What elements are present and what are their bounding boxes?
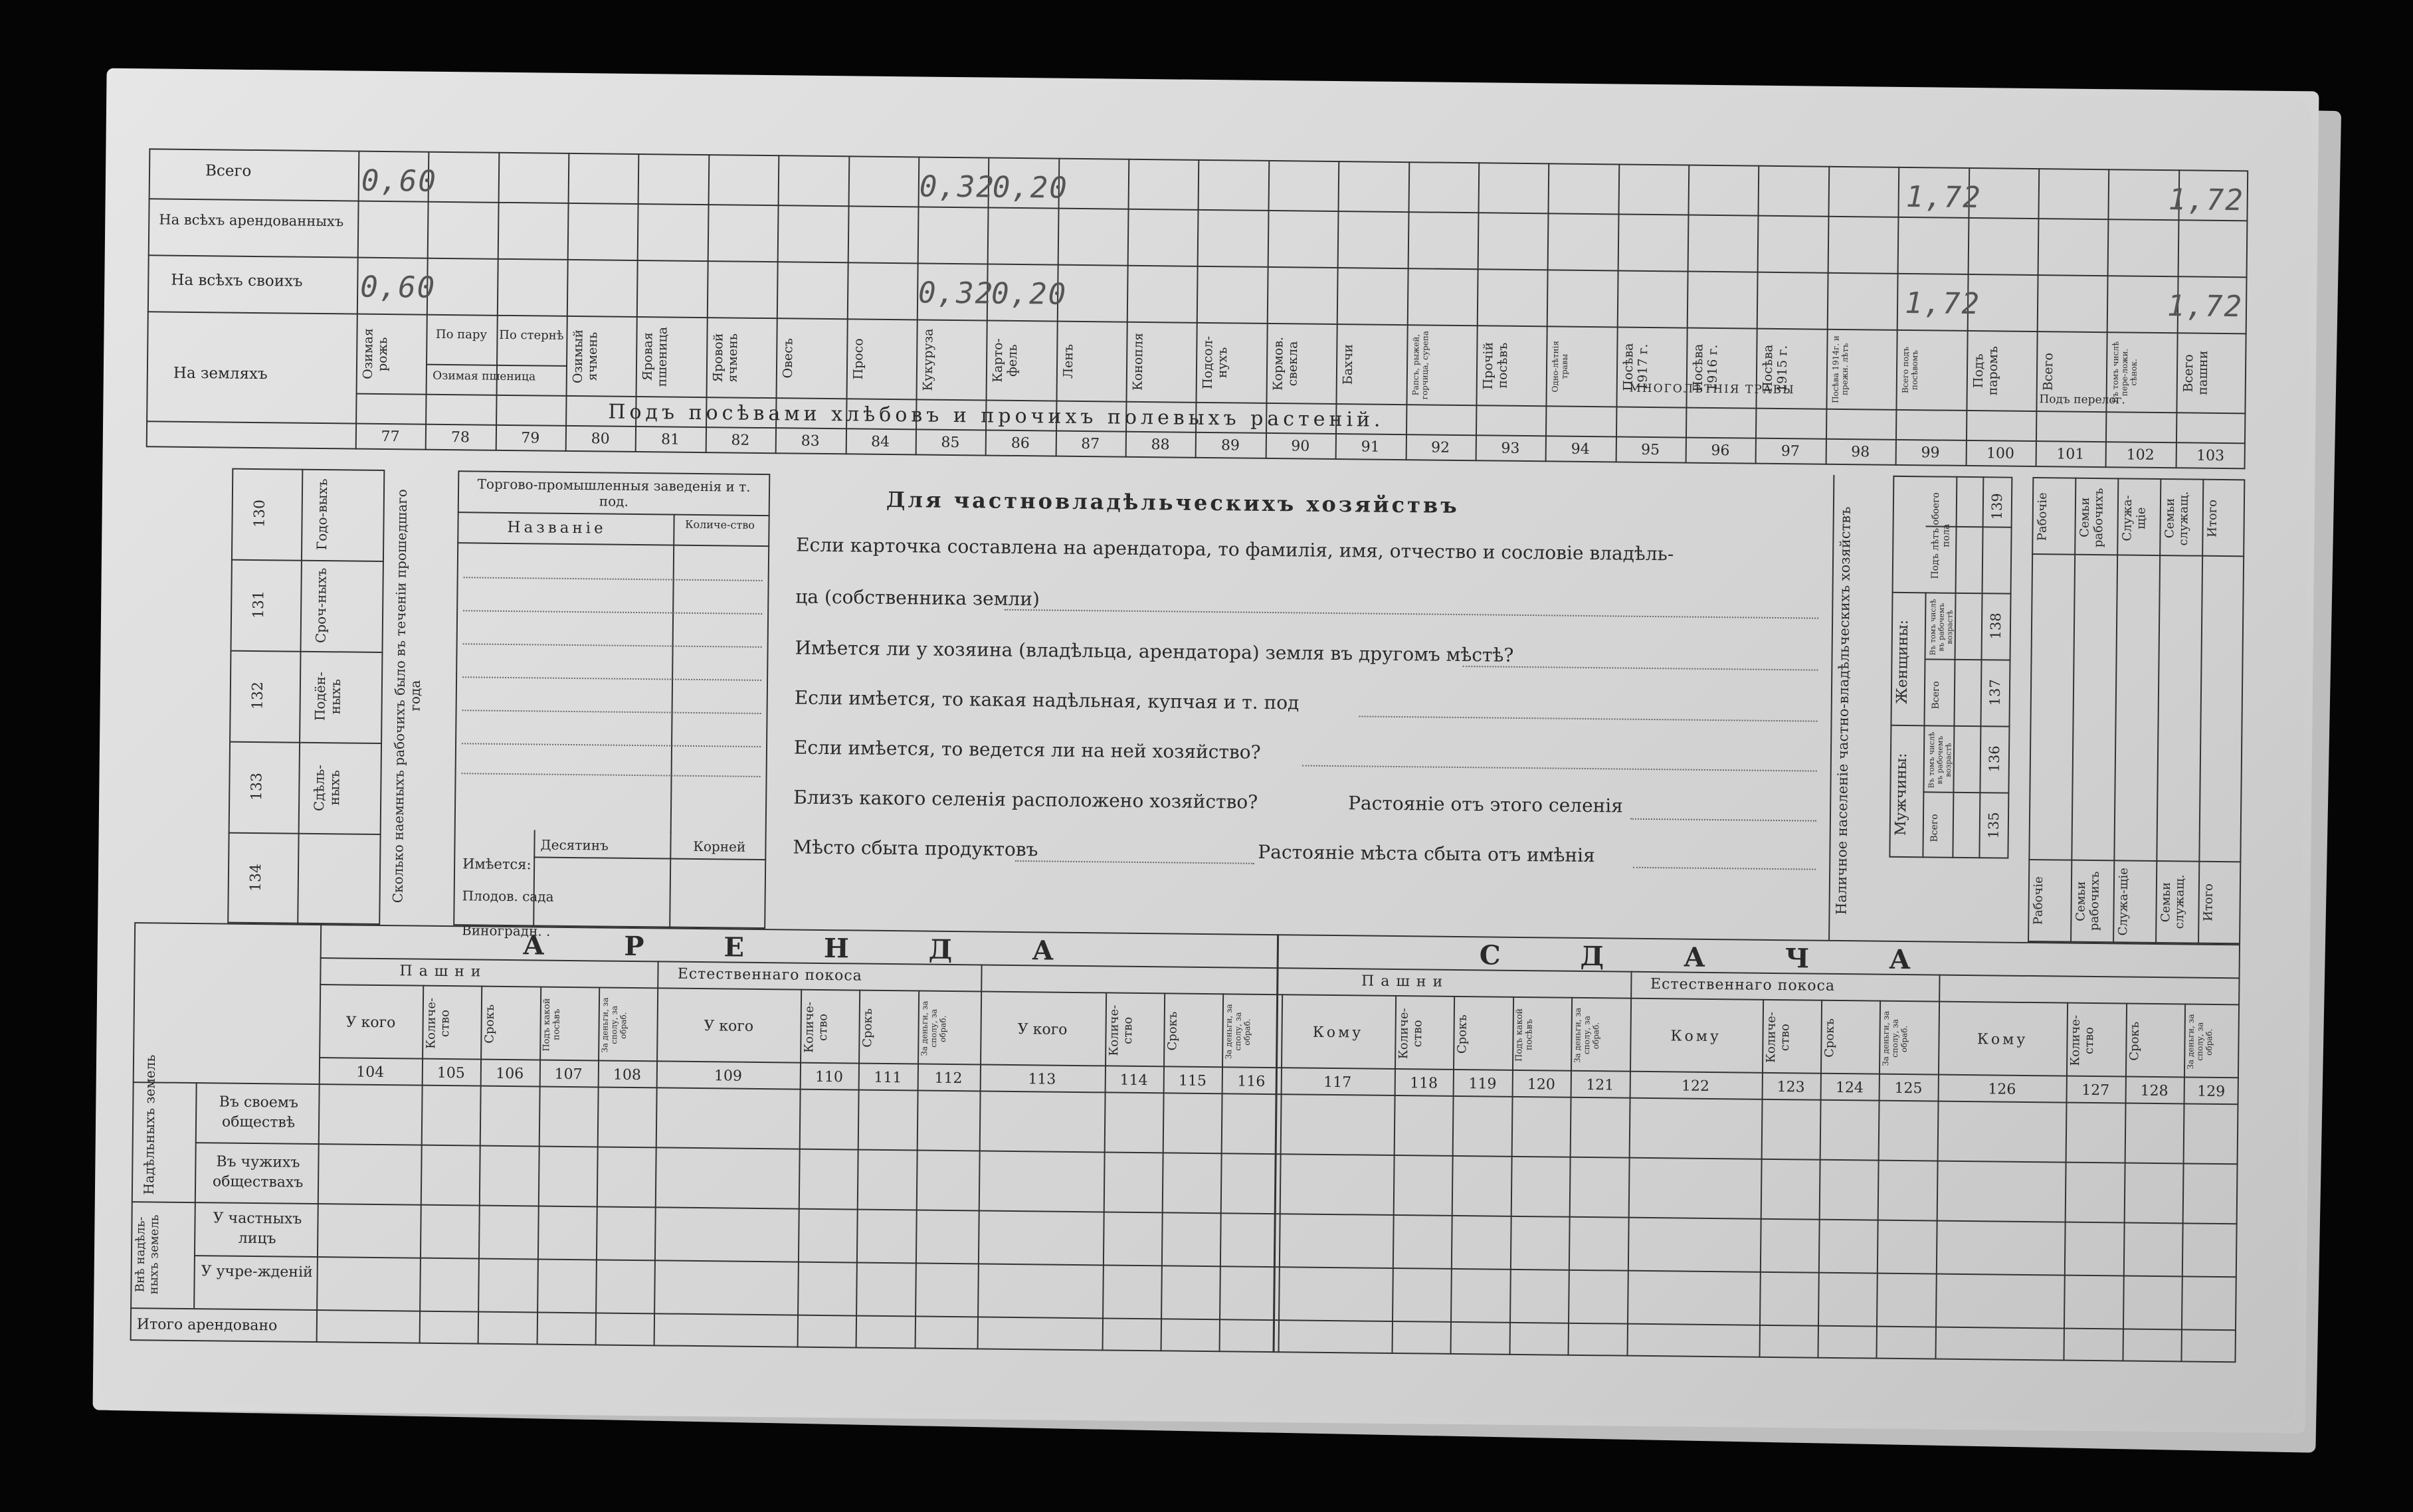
value-total-rye: 0,60 xyxy=(361,163,438,199)
crop-col-header: Одно-лѣтнiя травы xyxy=(1550,340,1570,393)
worker-row-number: 133 xyxy=(248,773,266,801)
crop-col-header: Всего xyxy=(2040,352,2056,391)
lease-col-header: У кого xyxy=(704,1018,754,1035)
crop-col-header: Рапсъ, рыжей, горчица, сурепа xyxy=(1410,330,1430,400)
lease-col-number: 117 xyxy=(1323,1074,1352,1091)
lease-col-number: 110 xyxy=(815,1068,844,1086)
crop-col-header: Посѣва 1914г. и прежн. лѣтъ xyxy=(1830,335,1850,403)
crop-col-number: 100 xyxy=(1986,445,2015,462)
crop-col-number: 93 xyxy=(1501,440,1520,457)
crop-col-number: 82 xyxy=(731,432,750,449)
lease-col-header: Срокъ xyxy=(1822,1018,1837,1058)
worker-row-number: 131 xyxy=(250,591,268,619)
lease-col-number: 111 xyxy=(874,1069,902,1087)
crop-col-header: Всего пашни xyxy=(2180,351,2210,396)
pereloh-subheader: Подъ перелог. xyxy=(2039,393,2126,407)
crop-col-number: 91 xyxy=(1361,438,1380,456)
crop-col-header: Яровая пшеница xyxy=(640,327,670,387)
crop-col-header: По пару xyxy=(435,327,488,342)
crop-col-header: Прочiй посѣвъ xyxy=(1480,341,1511,390)
crop-col-header: Подсол-нухъ xyxy=(1201,335,1230,390)
crop-col-header: Озимая рожь xyxy=(360,328,391,380)
value-total-corn: 0,32 xyxy=(919,169,996,205)
row-label-lands: На земляхъ xyxy=(173,364,268,383)
lease-col-header: Количе-ство xyxy=(1106,1004,1135,1056)
private-line-5: Если имѣется, то ведется ли на ней хозяйство? xyxy=(793,736,1261,763)
ozim-subheader: Озимая пшеница xyxy=(433,369,536,384)
trade-row-orchard: Плодов. сада xyxy=(462,888,554,905)
lease-group-vnenadel: Внѣ надѣль-ныхъ земель xyxy=(133,1214,162,1295)
lease-col-number: 115 xyxy=(1178,1072,1207,1090)
lease-col-header: Кому xyxy=(1670,1028,1721,1046)
crop-col-number: 90 xyxy=(1291,438,1310,455)
population-women: Женщины: xyxy=(1893,619,1912,704)
mnog-subheader: МНОГОЛѢТНIЯ ТРАВЫ xyxy=(1629,381,1795,397)
lease-col-number: 118 xyxy=(1409,1075,1438,1092)
lease-group-header: Пашни xyxy=(1361,973,1450,991)
crop-col-number: 87 xyxy=(1081,436,1100,453)
band-caption: Подъ посѣвами хлѣбовъ и прочихъ полевыхъ растенiй. xyxy=(608,400,1385,432)
crop-col-header: Посѣва 1917 г. xyxy=(1620,343,1650,391)
population-num-139: 139 xyxy=(1988,493,2006,520)
staff-col-footer: Семьи рабочихъ xyxy=(2074,871,2102,931)
population-num-138: 138 xyxy=(1987,613,2004,640)
crop-col-number: 101 xyxy=(2056,446,2085,463)
value-own-corn: 0,32 xyxy=(917,276,995,311)
staff-col-header: Итого xyxy=(2205,500,2220,538)
lease-col-header: Подъ какой посѣвъ xyxy=(541,998,562,1052)
staff-col-footer: Семьи служащ. xyxy=(2159,874,2187,929)
crop-col-header: Овесъ xyxy=(781,338,796,379)
crop-col-header: Бахчи xyxy=(1340,343,1356,385)
lease-col-number: 106 xyxy=(496,1065,524,1083)
crop-col-header: Посѣва 1916 г. xyxy=(1690,343,1721,392)
crop-col-number: 102 xyxy=(2126,446,2155,464)
crop-col-number: 103 xyxy=(2196,447,2225,465)
crop-col-header: Подъ паромъ xyxy=(1971,346,2000,396)
crop-col-header: Ленъ xyxy=(1060,343,1076,379)
crop-col-header: Посѣва 1915 г. xyxy=(1761,344,1790,393)
lease-col-header: За деньги, за сполу, за обраб. xyxy=(1881,1010,1909,1066)
lease-col-header: У кого xyxy=(1017,1021,1068,1038)
crop-col-number: 96 xyxy=(1711,442,1730,460)
population-under: Подъ лѣтъ обоего пола xyxy=(1929,492,1952,579)
lease-col-number: 125 xyxy=(1894,1080,1923,1097)
trade-has-label: Имѣется: xyxy=(462,856,531,873)
trade-qty-col: Количе-ство xyxy=(685,518,755,531)
value-total-arable: 1,72 xyxy=(2168,183,2244,218)
lease-col-number: 105 xyxy=(436,1064,465,1082)
value-own-potato: 0,20 xyxy=(991,276,1068,312)
lease-col-number: 126 xyxy=(1988,1081,2016,1098)
worker-row-label: Сроч-ныхъ xyxy=(312,567,330,644)
lease-col-header: Срокъ xyxy=(1165,1011,1180,1051)
trade-name-col: Названiе xyxy=(507,518,607,537)
lease-arenda-title: АРЕНДА xyxy=(522,929,1134,967)
trade-roots-col: Корней xyxy=(693,838,746,855)
worker-row-label: Подён-ныхъ xyxy=(312,672,344,721)
trade-row-vineyard: Виноградн. . xyxy=(461,922,551,939)
lease-col-header: За деньги, за сполу, за обраб. xyxy=(1224,1004,1252,1060)
lease-row-private: У частныхъ лицъ xyxy=(213,1210,302,1248)
lease-col-number: 122 xyxy=(1681,1078,1710,1095)
private-line-4: Если имѣется, то какая надѣльная, купчая и т. под xyxy=(794,686,1300,714)
lease-col-header: За деньги, за сполу, за обраб. xyxy=(919,1000,948,1056)
lease-col-header: Количе-ство xyxy=(2068,1014,2097,1066)
lease-col-number: 120 xyxy=(1527,1076,1555,1093)
lease-col-header: У кого xyxy=(345,1014,396,1032)
crop-col-number: 95 xyxy=(1640,441,1660,459)
lease-col-header: Подъ какой посѣвъ xyxy=(1514,1008,1535,1062)
lease-group-header: Естественнаго покоса xyxy=(677,965,862,985)
trade-dec-col: Десятинъ xyxy=(540,836,609,854)
crop-col-number: 85 xyxy=(941,434,960,452)
lease-col-header: За деньги, за сполу, за обраб. xyxy=(600,997,628,1053)
lease-col-header: Срокъ xyxy=(2127,1021,2142,1061)
lease-col-number: 127 xyxy=(2081,1082,2110,1099)
value-own-arable: 1,72 xyxy=(2167,289,2244,324)
crop-col-header: Карто-фель xyxy=(991,338,1020,383)
lease-col-header: Срокъ xyxy=(860,1008,876,1048)
crop-col-number: 89 xyxy=(1220,437,1240,454)
lease-col-header: За деньги, за сполу, за обраб. xyxy=(2186,1014,2214,1070)
value-total-potato: 0,20 xyxy=(992,170,1069,205)
crop-col-number: 99 xyxy=(1921,444,1940,462)
lease-col-header: Количе-ство xyxy=(802,1001,830,1053)
private-line-6: Близъ какого селенiя расположено хозяйство? xyxy=(793,786,1258,813)
crop-col-number: 92 xyxy=(1430,439,1450,456)
lease-row-institutions: У учре-жденiй xyxy=(201,1263,313,1281)
crop-col-number: 77 xyxy=(381,428,400,446)
staff-col-footer: Рабочiе xyxy=(2031,876,2046,925)
crop-col-header: Яровой ячмень xyxy=(710,333,741,383)
lease-col-header: Кому xyxy=(1977,1031,2028,1048)
crop-col-number: 98 xyxy=(1851,444,1870,461)
lease-group-header: Пашни xyxy=(399,963,488,981)
lease-sdacha-title: СДАЧА xyxy=(1479,939,1991,977)
worker-row-label: Сдѣль-ныхъ xyxy=(310,764,343,811)
lease-col-number: 104 xyxy=(356,1064,385,1082)
population-num-137: 137 xyxy=(1986,679,2004,706)
lease-row-total: Итого арендовано xyxy=(136,1316,278,1335)
lease-row-other-society: Въ чужихъ обществахъ xyxy=(212,1153,304,1191)
private-line-3: Имѣется ли у хозяина (владѣльца, арендатора) земля въ другомъ мѣстѣ? xyxy=(795,636,1514,666)
lease-col-header: Количе-ство xyxy=(1397,1008,1425,1060)
population-num-136: 136 xyxy=(1986,745,2003,773)
crop-col-header: Кукуруза xyxy=(920,328,936,391)
lease-row-own-society: Въ своемъ обществѣ xyxy=(219,1093,299,1131)
row-label-total: Всего xyxy=(205,162,252,180)
census-card xyxy=(93,68,2319,1434)
private-title: Для частновладѣльческихъ хозяйствъ xyxy=(886,486,1460,518)
worker-row-label: Годо-выхъ xyxy=(314,478,331,551)
population-men: Мужчины: xyxy=(1892,753,1911,836)
private-line-2: ца (собственника земли) xyxy=(795,585,1040,611)
crop-col-number: 86 xyxy=(1011,434,1030,452)
lease-group-nadel: Надѣльныхъ земель xyxy=(140,1054,159,1195)
crop-col-header: Просо xyxy=(850,338,866,380)
population-num-135: 135 xyxy=(1985,812,2002,839)
staff-col-header: Семьи рабочихъ xyxy=(2077,488,2106,547)
staff-col-header: Служа-щiе xyxy=(2120,494,2149,541)
value-total-sown: 1,72 xyxy=(1905,179,1982,215)
worker-row-number: 134 xyxy=(247,864,265,892)
crop-col-header: Озимый ячмень xyxy=(570,329,601,383)
private-line-1: Если карточка составлена на арендатора, то фамилiя, имя, отчество и сословiе владѣль- xyxy=(796,533,1674,565)
crop-col-number: 79 xyxy=(521,430,540,447)
staff-col-footer: Служа-щiе xyxy=(2116,867,2131,936)
lease-col-number: 107 xyxy=(554,1066,583,1084)
lease-col-header: Срокъ xyxy=(482,1004,498,1044)
crop-col-header: Конопля xyxy=(1130,333,1146,391)
lease-group-header: Естественнаго покоса xyxy=(1650,976,1836,994)
lease-col-header: Срокъ xyxy=(1455,1014,1470,1054)
lease-col-number: 112 xyxy=(934,1070,963,1087)
worker-row-number: 132 xyxy=(249,682,267,710)
row-label-leased: На всѣхъ арендованныхъ xyxy=(159,211,344,230)
lease-col-header: Количе-ство xyxy=(423,997,452,1049)
crop-col-number: 84 xyxy=(870,433,890,450)
lease-col-number: 128 xyxy=(2140,1082,2169,1100)
lease-col-number: 124 xyxy=(1835,1079,1864,1097)
lease-col-number: 116 xyxy=(1237,1073,1266,1090)
crop-col-header: Кормов. свекла xyxy=(1270,336,1301,391)
population-men-work: Въ томъ числѣ въ рабочемъ возрастѣ xyxy=(1927,731,1953,789)
lease-table xyxy=(130,922,2240,1363)
lease-col-number: 114 xyxy=(1119,1072,1148,1089)
crop-col-header: По стернѣ xyxy=(499,328,564,343)
staff-col-header: Семьи служащ. xyxy=(2163,491,2191,546)
crop-col-number: 80 xyxy=(591,430,610,448)
row-label-own: На всѣхъ своихъ xyxy=(171,271,303,290)
lease-col-header: Количе-ство xyxy=(1763,1011,1792,1063)
trade-title: Торгово-промышленныя заведенiя и т. под. xyxy=(477,476,751,510)
private-line-8: Мѣсто сбыта продуктовъ xyxy=(793,836,1038,861)
staff-col-footer: Итого xyxy=(2201,883,2216,921)
private-line-7: Растоянiе отъ этого селенiя xyxy=(1348,792,1624,817)
crop-col-number: 94 xyxy=(1571,440,1590,458)
lease-col-number: 109 xyxy=(714,1068,743,1085)
lease-col-number: 113 xyxy=(1028,1071,1056,1088)
workers-caption: Сколько наемныхъ рабочихъ было въ теченiи прошедшаго года xyxy=(389,488,424,903)
staff-col-header: Рабочiе xyxy=(2035,492,2050,541)
lease-col-number: 108 xyxy=(613,1066,642,1084)
crop-col-number: 81 xyxy=(660,431,680,448)
crop-col-number: 78 xyxy=(450,429,470,446)
lease-col-number: 121 xyxy=(1586,1077,1614,1094)
population-caption: Наличное населенiе частно-владѣльческихъ хозяйствъ xyxy=(1833,506,1854,915)
crop-col-number: 88 xyxy=(1151,436,1170,454)
crop-col-header: Всего подъ посѣвомъ xyxy=(1900,346,1920,394)
lease-col-number: 119 xyxy=(1468,1076,1497,1093)
lease-col-number: 123 xyxy=(1777,1079,1805,1096)
population-women-total: Всего xyxy=(1930,681,1942,709)
value-own-rye: 0,60 xyxy=(359,270,436,305)
crop-col-number: 97 xyxy=(1781,443,1800,460)
worker-row-number: 130 xyxy=(251,500,268,528)
value-own-sown: 1,72 xyxy=(1904,286,1981,322)
population-women-work: Въ томъ числѣ въ рабочемъ возрастѣ xyxy=(1928,599,1955,656)
lease-col-header: Кому xyxy=(1312,1024,1364,1042)
lease-col-header: За деньги, за сполу, за обраб. xyxy=(1573,1007,1601,1064)
crop-col-header: Въ томъ числѣ пере-ложи. сѣнок. xyxy=(2110,341,2139,403)
lease-col-number: 129 xyxy=(2197,1083,2226,1101)
private-line-9: Растоянiе мѣста сбыта отъ имѣнiя xyxy=(1258,840,1595,867)
population-men-total: Всего xyxy=(1929,814,1941,842)
crop-col-number: 83 xyxy=(801,432,820,450)
